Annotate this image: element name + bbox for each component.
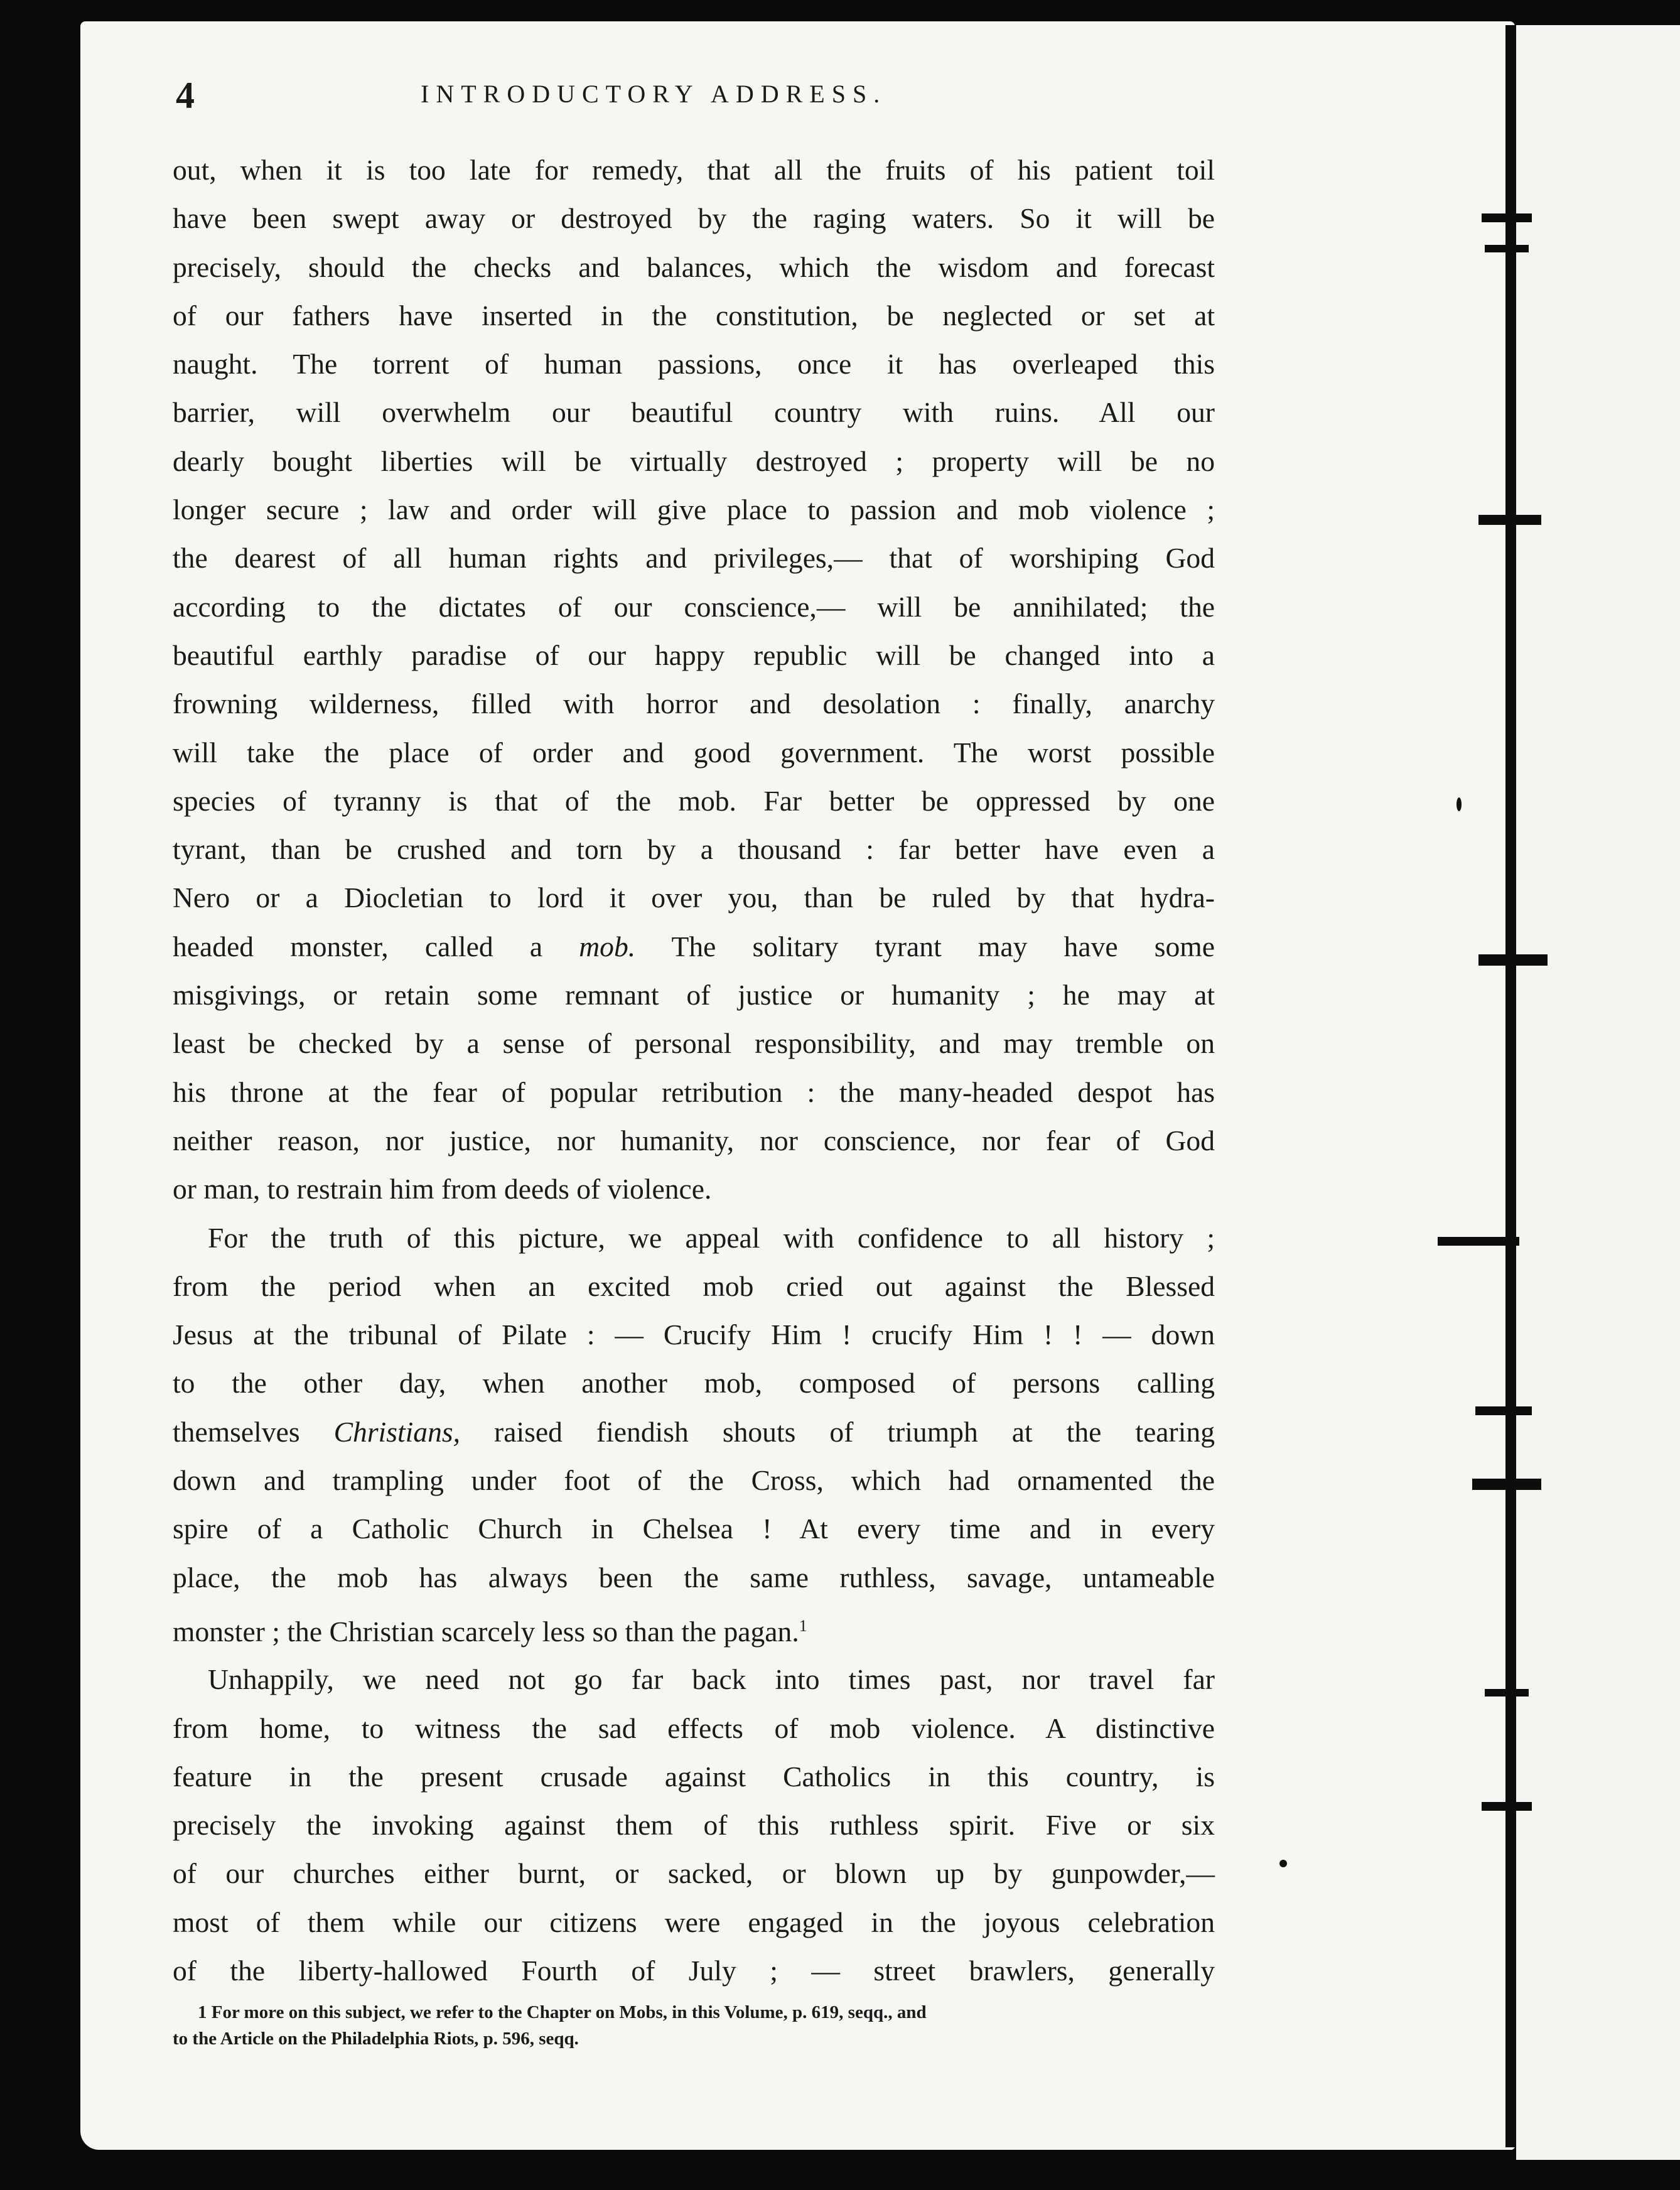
text-line: from home, to witness the sad effects of mob violence. A distinctive [173,1712,1215,1744]
footnote-reference: 1 [799,1616,807,1635]
text-line: frowning wilderness, filled with horror and desolation : finally, anarchy [173,688,1215,720]
text-line: of our churches either burnt, or sacked, or blown up by gunpowder,— [173,1857,1215,1890]
footnote-line: 1 For more on this subject, we refer to the Chapter on Mobs, in this Volume, p. 619, seqq., and [198,2002,927,2022]
text-line: barrier, will overwhelm our beautiful country with ruins. All our [173,396,1215,429]
text-line: dearly bought liberties will be virtually destroyed ; property will be no [173,445,1215,477]
paragraph-gap [173,1650,1215,1655]
text-line-with-italic [173,1408,1215,1456]
page-header [176,74,1212,124]
italic-word: Christians, [333,1415,461,1448]
running-head: INTRODUCTORY ADDRESS. [421,80,887,108]
body-text [173,146,1215,1995]
text-line: down and trampling under foot of the Cross, which had ornamented the [173,1464,1215,1497]
text-line: according to the dictates of our conscience,— will be annihilated; the [173,590,1215,623]
text-line-with-italic [173,922,1215,971]
text-line: longer secure ; law and order will give place to passion and mob violence ; [173,494,1215,526]
text-run: monster ; the Christian scarcely less so than the pagan. [173,1615,799,1648]
stitch-mark [1485,1689,1529,1696]
text-line: precisely the invoking against them of this ruthless spirit. Five or six [173,1809,1215,1842]
text-line: naught. The torrent of human passions, once it has overleaped this [173,348,1215,380]
text-line: his throne at the fear of popular retribution : the many-headed despot has [173,1076,1215,1108]
text-line: spire of a Catholic Church in Chelsea ! At every time and in every [173,1513,1215,1545]
stitch-mark [1485,245,1529,252]
stitch-mark [1475,1406,1532,1415]
text-line: precisely, should the checks and balances, which the wisdom and forecast [173,251,1215,283]
text-line: have been swept away or destroyed by the raging waters. So it will be [173,202,1215,235]
text-line: place, the mob has always been the same ruthless, savage, untameable [173,1561,1215,1594]
text-line: Jesus at the tribunal of Pilate : — Crucify Him ! crucify Him ! ! — down [173,1319,1215,1351]
text-run: The solitary tyrant may have some [635,930,1215,963]
stitch-mark [1478,954,1548,966]
text-line: neither reason, nor justice, nor humanity, nor conscience, nor fear of God [173,1124,1215,1157]
stitch-mark [1482,1802,1532,1811]
text-line: of the liberty-hallowed Fourth of July ; — street brawlers, generally [173,1954,1215,1987]
text-line: the dearest of all human rights and privileges,— that of worshiping God [173,542,1215,574]
facing-page-edge [1516,25,1680,2160]
stitch-mark [1482,213,1532,222]
text-line: of our fathers have inserted in the constitution, be neglected or set at [173,299,1215,332]
stitch-mark [1438,1237,1519,1246]
text-line: from the period when an excited mob cried out against the Blessed [173,1270,1215,1302]
text-line: misgivings, or retain some remnant of justice or humanity ; he may at [173,979,1215,1011]
ink-speck [1457,797,1462,811]
text-line: out, when it is too late for remedy, that all the fruits of his patient toil [173,154,1215,186]
text-line: species of tyranny is that of the mob. Far better be oppressed by one [173,784,1215,817]
text-run: themselves [173,1415,334,1448]
text-line: will take the place of order and good government. The worst possible [173,736,1215,769]
italic-word: mob. [579,930,636,963]
footnote-line: to the Article on the Philadelphia Riots, p. 596, seqq. [173,2029,579,2049]
text-run: headed monster, called a [173,930,579,963]
text-run: raised fiendish shouts of triumph at the tearing [460,1415,1215,1448]
text-line: to the other day, when another mob, composed of persons calling [173,1367,1215,1400]
text-line: least be checked by a sense of personal responsibility, and may tremble on [173,1027,1215,1060]
stitch-mark [1472,1479,1541,1490]
page-number: 4 [176,75,195,116]
ink-speck [1279,1860,1287,1867]
text-line: Unhappily, we need not go far back into times past, nor travel far [208,1663,1215,1696]
stitch-mark [1478,515,1541,525]
text-line: most of them while our citizens were engaged in the joyous celebration [173,1906,1215,1938]
text-line: or man, to restrain him from deeds of violence. [173,1173,712,1206]
text-line: tyrant, than be crushed and torn by a thousand : far better have even a [173,833,1215,866]
footnotes [173,1999,1215,2052]
text-line [173,1602,1215,1650]
text-line: feature in the present crusade against Catholics in this country, is [173,1760,1215,1793]
text-line: beautiful earthly paradise of our happy republic will be changed into a [173,639,1215,671]
text-line: Nero or a Diocletian to lord it over you, than be ruled by that hydra- [173,882,1215,914]
text-line: For the truth of this picture, we appeal with confidence to all history ; [208,1221,1215,1254]
